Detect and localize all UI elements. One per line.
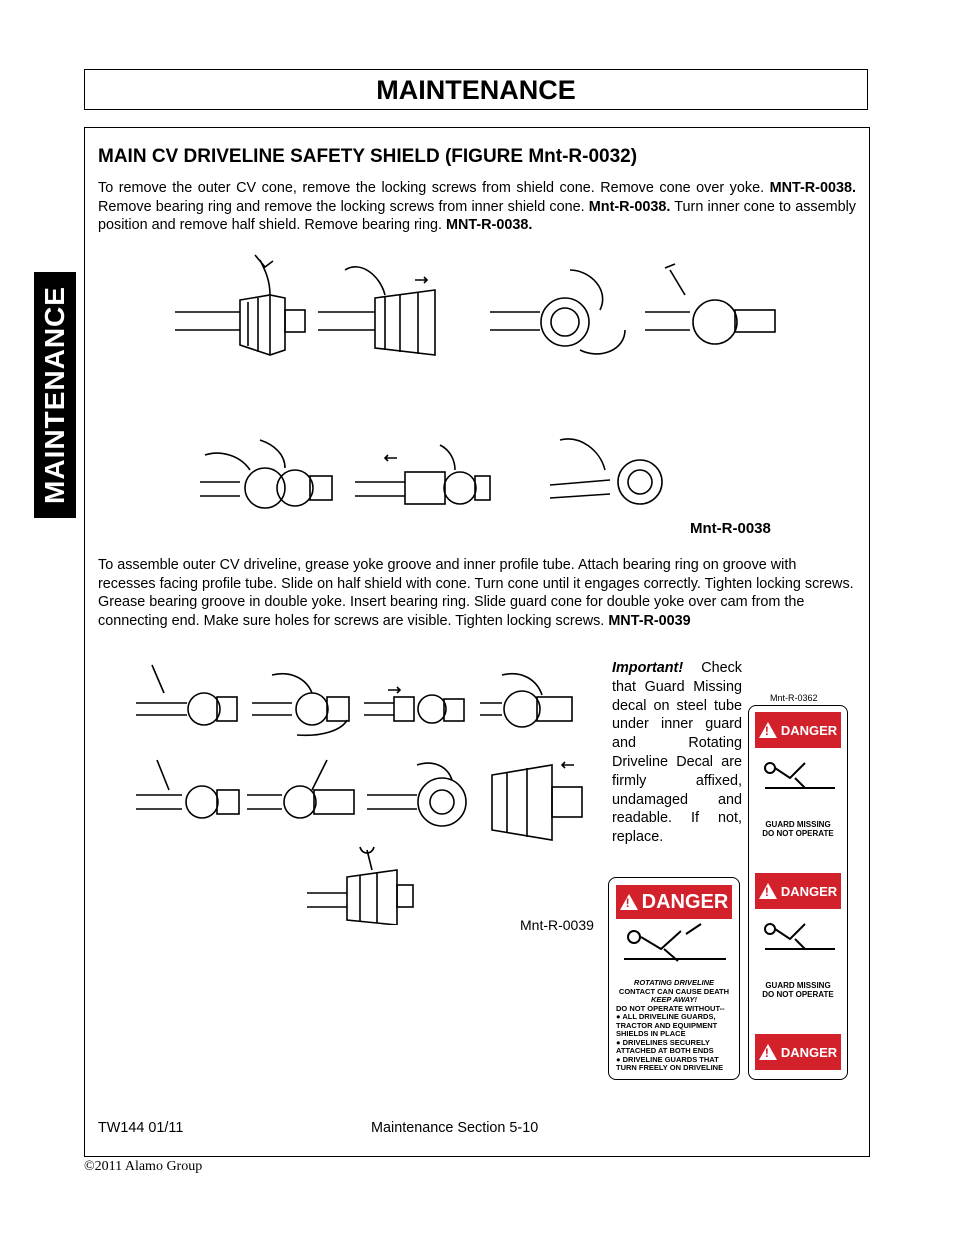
paragraph-removal: To remove the outer CV cone, remove the locking screws from shield cone. Remove cone over yoke. MNT-R-0038. Remove bearing ring and remove the locking screws from inner shield cone. Mnt-R-0038. Turn inner cone to assembly position and remove half shield. Remove bearing ring. MNT-R-0038. (98, 180, 856, 233)
copyright: ©2011 Alamo Group (84, 1159, 203, 1174)
hazard-pictogram (755, 748, 841, 803)
footer-section: Maintenance Section 5-10 (371, 1120, 539, 1136)
hazard-pictogram (755, 909, 841, 964)
rotating-driveline-decal: ! DANGER ROTATING DRIVELINE CONTACT CAN CAUSE DEATH KEEP AWAY! DO NOT OPERATE WITHOUT-- ● ALL DRIVELINE GUARDS, TRACTOR AND EQUIPMENT SHIELDS IN PLACE ● DRIVELINES SECURELY ATTACHED AT BOTH ENDS ● DRIVELINE GUARDS THAT TURN FREELY ON DRIVELINE (608, 877, 740, 1080)
important-note: Important! Check that Guard Missing decal on steel tube under inner guard and Rotating Driveline Decal are firmly affixed, undamaged and readable. If not, replace. (612, 660, 742, 846)
hazard-pictogram (616, 919, 732, 974)
important-label: Important! (612, 660, 684, 676)
section-heading: MAIN CV DRIVELINE SAFETY SHIELD (FIGURE Mnt-R-0032) (98, 146, 638, 167)
decal-id-label: Mnt-R-0362 (770, 693, 818, 703)
side-tab (34, 272, 76, 518)
removal-illustrations (170, 250, 790, 510)
assembly-illustrations (132, 655, 608, 925)
figure-1-caption: Mnt-R-0038 (690, 520, 771, 537)
paragraph-assembly: To assemble outer CV driveline, grease yoke groove and inner profile tube. Attach bearing ring on groove with recesses facing profile tube. Slide on half shield with cone. Turn cone until it engages correctly. Tighten locking screws. Grease bearing groove in double yoke. Insert bearing ring. Slide guard cone for double yoke over cam from the connecting end. Make sure holes for screws are visible. Tighten locking screws. MNT-R-0039 (98, 557, 854, 629)
side-tab-label: MAINTENANCE (39, 286, 70, 504)
page-header-title: MAINTENANCE (84, 69, 868, 110)
footer-model: TW144 01/11 (98, 1120, 184, 1136)
guard-missing-decal: ! DANGER GUARD MISSING DO NOT OPERATE ! DANGER GUARD MISSING DO NOT OPERATE ! DANGER (748, 705, 848, 1080)
figure-2-caption: Mnt-R-0039 (520, 917, 594, 933)
